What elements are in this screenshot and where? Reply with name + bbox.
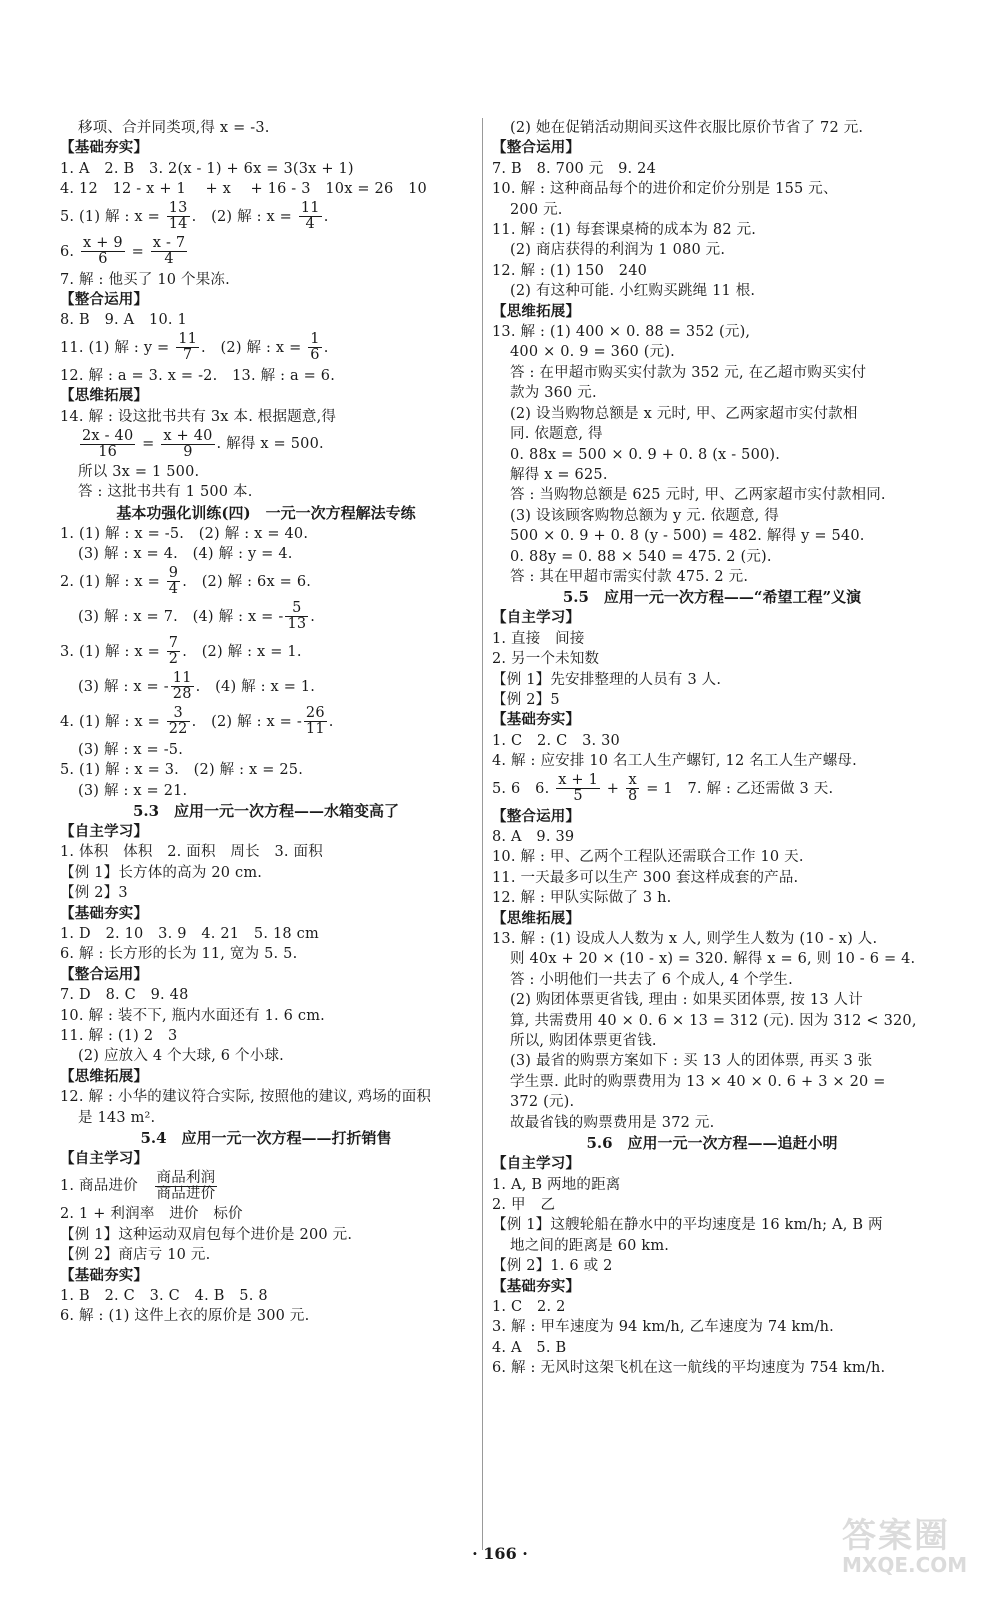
answer-text: . [323, 339, 329, 356]
answer-text: . (2) 解 : 6x = 6. [182, 573, 312, 590]
answer-line: 2. 1 + 利润率 进价 标价 [60, 1206, 243, 1223]
answer-line: 12. 解 : 小华的建议符合实际, 按照他的建议, 鸡场的面积 [60, 1089, 432, 1106]
denominator: 14 [168, 216, 188, 233]
answer-text: . [310, 608, 316, 625]
answer-line: 200 元. [510, 201, 563, 218]
answer-line: 4. 12 12 - x + 1 + x + 16 - 3 10x = 26 10 [60, 181, 427, 198]
numerator: 13 [168, 200, 188, 217]
answer-line: 12. 解 : 甲队实际做了 3 h. [492, 890, 672, 907]
section-heading: 【 整合运用 】 [492, 138, 932, 158]
fraction [626, 773, 639, 804]
answer-text: 5. (1) 解 : x = [60, 208, 165, 225]
answer-line: (2) 有这种可能. 小红购买跳绳 11 根. [510, 283, 756, 300]
lesson-title: 5.6 应用一元一次方程——追赶小明 [586, 1134, 838, 1153]
section-heading: 【 整合运用 】 [60, 290, 472, 310]
answer-line: 4. A 5. B [492, 1339, 567, 1356]
answer-text: 6. [60, 243, 80, 260]
numerator: 5 [285, 601, 308, 617]
answer-line: 3. 解 : 甲车速度为 94 km/h, 乙车速度为 74 km/h. [492, 1319, 834, 1336]
answer-line: 372 (元). [510, 1094, 575, 1111]
answer-line: (3) 解 : x = 4. (4) 解 : y = 4. [78, 546, 293, 563]
fraction [299, 201, 322, 232]
answer-line: (2) 设当购物总额是 x 元时, 甲、乙两家超市实付款相 [510, 405, 858, 422]
section-heading: 【 思维拓展 】 [60, 386, 472, 406]
answer-text: . (2) 解 : x = [201, 339, 307, 356]
answer-line [60, 331, 472, 366]
answer-line: (3) 最省的购票方案如下 : 买 13 人的团体票, 再买 3 张 [510, 1053, 873, 1070]
fraction [167, 706, 190, 737]
answer-line: 答 : 在甲超市购买实付款为 352 元, 在乙超市购买实付 [510, 364, 867, 381]
section-heading: 【 整合运用 】 [492, 807, 932, 827]
answer-line [60, 1169, 472, 1204]
answer-line: 1. 直接 间接 [492, 630, 585, 647]
lesson-title: 基本功强化训练(四) 一元一次方程解法专练 [116, 503, 416, 522]
answer-line: 解得 x = 625. [510, 466, 608, 483]
answer-line: 7. B 8. 700 元 9. 24 [492, 160, 657, 177]
denominator: 2 [168, 651, 179, 668]
answer-line: 7. D 8. C 9. 48 [60, 987, 189, 1004]
answer-line: 6. 解 : (1) 这件上衣的原价是 300 元. [60, 1308, 310, 1325]
answer-line: 2. 甲 乙 [492, 1196, 556, 1213]
section-heading: 【 自主学习 】 [492, 1154, 932, 1174]
answer-line [60, 565, 472, 600]
numerator: 1 [310, 331, 320, 348]
answer-line [60, 635, 472, 670]
numerator: 3 [167, 706, 190, 722]
answer-text: (3) 解 : x = - [78, 678, 169, 695]
numerator: 7 [168, 635, 179, 652]
section-heading: 【 基础夯实 】 [60, 904, 472, 924]
answer-text: = [137, 436, 160, 453]
answer-line: 8. A 9. 39 [492, 829, 575, 845]
numerator: x + 1 [558, 772, 598, 789]
answer-line: 1. C 2. 2 [492, 1298, 566, 1315]
answer-line [492, 772, 932, 807]
answer-line: 500 × 0. 9 + 0. 8 (y - 500) = 482. 解得 y = 540. [510, 528, 865, 545]
numerator: 11 [178, 331, 198, 348]
answer-text: 1. 商品进价 [60, 1178, 153, 1195]
answer-line: 学生票. 此时的购票费用为 13 × 40 × 0. 6 + 3 × 20 = [510, 1073, 886, 1090]
denominator: 6 [310, 347, 320, 364]
answer-line [60, 600, 472, 635]
answer-line: 13. 解 : (1) 设成人人数为 x 人, 则学生人数为 (10 - x) 人. [492, 931, 878, 948]
answer-line: 1. D 2. 10 3. 9 4. 21 5. 18 cm [60, 925, 319, 942]
numerator: 26 [305, 705, 325, 722]
numerator: x - 7 [152, 235, 186, 252]
answer-line: 1. (1) 解 : x = -5. (2) 解 : x = 40. [60, 525, 309, 542]
answer-text: 5. 6 6. [492, 780, 555, 797]
answer-line: 1. A, B 两地的距离 [492, 1176, 621, 1193]
answer-line: 400 × 0. 9 = 360 (元). [510, 344, 675, 361]
answer-line: 4. 解 : 应安排 10 名工人生产螺钉, 12 名工人生产螺母. [492, 753, 857, 770]
section-heading: 【 基础夯实 】 [492, 1277, 932, 1297]
fraction [161, 429, 214, 460]
lesson-title: 5.3 应用一元一次方程——水箱变高了 [132, 801, 400, 820]
fraction [81, 236, 125, 267]
answer-line: 5. (1) 解 : x = 3. (2) 解 : x = 25. [60, 762, 304, 779]
fraction [285, 601, 308, 632]
answer-text: . (2) 解 : x = [191, 208, 297, 225]
numerator: 2x - 40 [82, 427, 134, 444]
denominator: 4 [168, 581, 179, 598]
answer-line: 2. 另一个未知数 [492, 651, 600, 668]
answer-line: 算, 共需费用 40 × 0. 6 × 13 = 312 (元). 因为 312 < 320, [510, 1012, 917, 1029]
numerator: x + 40 [163, 427, 213, 444]
answer-line: 12. 解 : (1) 150 240 [492, 262, 648, 279]
answer-line: (2) 她在促销活动期间买这件衣服比原价节省了 72 元. [510, 120, 864, 136]
answer-line [60, 200, 472, 235]
answer-text: . (2) 解 : x = 1. [182, 643, 302, 660]
answer-line: 【例 2】3 [60, 885, 128, 902]
section-heading: 【 思维拓展 】 [492, 909, 932, 929]
section-heading: 【 自主学习 】 [60, 822, 472, 842]
answer-line: 10. 解 : 甲、乙两个工程队还需联合工作 10 天. [492, 849, 804, 866]
answer-line: 10. 解 : 装不下, 瓶内水面还有 1. 6 cm. [60, 1007, 325, 1024]
fraction [304, 706, 327, 737]
answer-line [60, 670, 472, 705]
answer-line: 地之间的距离是 60 km. [510, 1237, 670, 1254]
answer-line: 0. 88y = 0. 88 × 540 = 475. 2 (元). [510, 548, 772, 565]
answer-line: 【例 2】1. 6 或 2 [492, 1258, 613, 1275]
denominator: 13 [287, 616, 307, 633]
answer-line: 13. 解 : (1) 400 × 0. 88 = 352 (元), [492, 324, 751, 341]
section-heading: 【 整合运用 】 [60, 965, 472, 985]
fraction [171, 671, 194, 702]
answer-line: (3) 解 : x = -5. [78, 741, 184, 758]
numerator: 9 [168, 565, 179, 582]
answer-line: (2) 应放入 4 个大球, 6 个小球. [78, 1048, 284, 1065]
answer-line [60, 235, 472, 270]
fraction [176, 332, 199, 363]
watermark-cn: 答案圈 [842, 1516, 950, 1556]
answer-line: 【例 2】商店亏 10 元. [60, 1247, 211, 1264]
denominator: 4 [164, 251, 174, 268]
answer-line: 所以, 购团体票更省钱. [510, 1033, 657, 1050]
fraction [556, 773, 600, 804]
answer-line: 所以 3x = 1 500. [78, 464, 200, 481]
left-column [60, 118, 472, 1327]
fraction [308, 332, 321, 363]
answer-line: 移项、合并同类项,得 x = -3. [78, 120, 270, 136]
watermark-en: MXQE.COM [842, 1553, 968, 1577]
answer-line: 答 : 其在甲超市需实付款 475. 2 元. [510, 568, 749, 585]
watermark-logo [842, 1508, 972, 1578]
right-column [492, 118, 932, 1379]
numerator: x + 9 [83, 235, 123, 252]
answer-line: 答 : 这批书共有 1 500 本. [78, 484, 253, 501]
answer-line: 1. C 2. C 3. 30 [492, 732, 620, 749]
denominator: 16 [98, 443, 118, 460]
fraction [151, 236, 188, 267]
answer-text: + [602, 780, 624, 797]
answer-line: 则 40x + 20 × (10 - x) = 320. 解得 x = 6, 则 10 - 6 = 4. [510, 951, 916, 968]
answer-text: . (4) 解 : x = 1. [195, 678, 316, 695]
answer-text: = [126, 243, 149, 260]
answer-line: 11. 一天最多可以生产 300 套这样成套的产品. [492, 869, 799, 886]
section-heading: 【 自主学习 】 [60, 1149, 472, 1169]
denominator: 22 [168, 721, 188, 738]
answer-text: 3. (1) 解 : x = [60, 643, 165, 660]
denominator: 8 [627, 788, 638, 805]
answer-text: . [328, 713, 334, 730]
answer-line: (3) 设该顾客购物总额为 y 元. 依题意, 得 [510, 507, 779, 524]
answer-line: 【例 1】先安排整理的人员有 3 人. [492, 671, 722, 688]
fraction [80, 429, 135, 460]
lesson-title: 5.4 应用一元一次方程——打折销售 [140, 1129, 392, 1147]
answer-line [60, 705, 472, 740]
answer-text: . (2) 解 : x = - [191, 713, 302, 730]
answer-line: 14. 解 : 设这批书共有 3x 本. 根据题意,得 [60, 408, 337, 425]
column-divider [482, 118, 483, 1550]
answer-line: 【例 1】这种运动双肩包每个进价是 200 元. [60, 1226, 353, 1243]
answer-line: 11. 解 : (1) 2 3 [60, 1027, 178, 1044]
answer-line: (2) 购团体票更省钱, 理由 : 如果买团体票, 按 13 人计 [510, 992, 863, 1009]
section-heading: 【 自主学习 】 [492, 608, 932, 628]
section-heading: 【 基础夯实 】 [60, 1266, 472, 1286]
numerator: 11 [172, 670, 192, 687]
answer-line: 【例 1】长方体的高为 20 cm. [60, 864, 263, 881]
answer-line: 0. 88x = 500 × 0. 9 + 0. 8 (x - 500). [510, 446, 781, 463]
answer-line: 6. 解 : 无风时这架飞机在这一航线的平均速度为 754 km/h. [492, 1360, 886, 1377]
answer-line: 款为 360 元. [510, 385, 597, 402]
section-heading: 【 思维拓展 】 [60, 1067, 472, 1087]
fraction [167, 566, 180, 597]
answer-line: 1. A 2. B 3. 2(x - 1) + 6x = 3(3x + 1) [60, 160, 354, 177]
denominator: 4 [305, 216, 315, 233]
denominator: 28 [172, 686, 192, 703]
numerator: 商品利润 [156, 1169, 216, 1186]
fraction [167, 636, 180, 667]
lesson-title: 5.5 应用一元一次方程——“希望工程”义演 [562, 588, 862, 607]
answer-line: 1. B 2. C 3. C 4. B 5. 8 [60, 1288, 268, 1305]
section-heading: 【 思维拓展 】 [492, 302, 932, 322]
answer-line [60, 427, 472, 462]
denominator: 5 [573, 788, 583, 805]
denominator: 6 [98, 251, 108, 268]
answer-line: 同. 依题意, 得 [510, 426, 603, 443]
denominator: 9 [183, 443, 193, 460]
answer-line: 答 : 当购物总额是 625 元时, 甲、乙两家超市实付款相同. [510, 487, 886, 504]
answer-line: 12. 解 : a = 3. x = -2. 13. 解 : a = 6. [60, 367, 336, 384]
answer-text: 4. (1) 解 : x = [60, 713, 165, 730]
answer-line: 【例 2】5 [492, 691, 560, 708]
denominator: 商品进价 [156, 1185, 216, 1202]
answer-line: 【例 1】这艘轮船在静水中的平均速度是 16 km/h; A, B 两 [492, 1217, 883, 1234]
answer-line: 1. 体积 体积 2. 面积 周长 3. 面积 [60, 844, 323, 861]
answer-line: 11. 解 : (1) 每套课桌椅的成本为 82 元. [492, 222, 757, 239]
answer-text: . 解得 x = 500. [216, 436, 324, 453]
answer-text: 11. (1) 解 : y = [60, 339, 175, 356]
numerator: 11 [300, 200, 320, 217]
answer-text: = 1 7. 解 : 乙还需做 3 天. [641, 780, 834, 797]
fraction [155, 1171, 218, 1202]
answer-line: 10. 解 : 这种商品每个的进价和定价分别是 155 元、 [492, 181, 838, 198]
page-number: · 166 · [472, 1544, 528, 1563]
answer-text: (3) 解 : x = 7. (4) 解 : x = - [78, 608, 284, 625]
answer-line: (3) 解 : x = 21. [78, 782, 188, 799]
section-heading: 【 基础夯实 】 [60, 138, 472, 158]
numerator: x [626, 773, 639, 789]
section-heading: 【 基础夯实 】 [492, 710, 932, 730]
answer-text: 2. (1) 解 : x = [60, 573, 165, 590]
answer-line: 6. 解 : 长方形的长为 11, 宽为 5. 5. [60, 946, 298, 963]
fraction [167, 201, 190, 232]
answer-text: . [323, 208, 329, 225]
denominator: 7 [182, 347, 193, 364]
answer-line: 故最省钱的购票费用是 372 元. [510, 1114, 715, 1131]
answer-line: (2) 商店获得的利润为 1 080 元. [510, 242, 726, 259]
answer-line: 8. B 9. A 10. 1 [60, 312, 187, 329]
answer-line: 是 143 m². [78, 1109, 156, 1126]
denominator: 11 [305, 721, 325, 738]
answer-line: 7. 解 : 他买了 10 个果冻. [60, 271, 230, 288]
answer-line: 答 : 小明他们一共去了 6 个成人, 4 个学生. [510, 971, 793, 988]
